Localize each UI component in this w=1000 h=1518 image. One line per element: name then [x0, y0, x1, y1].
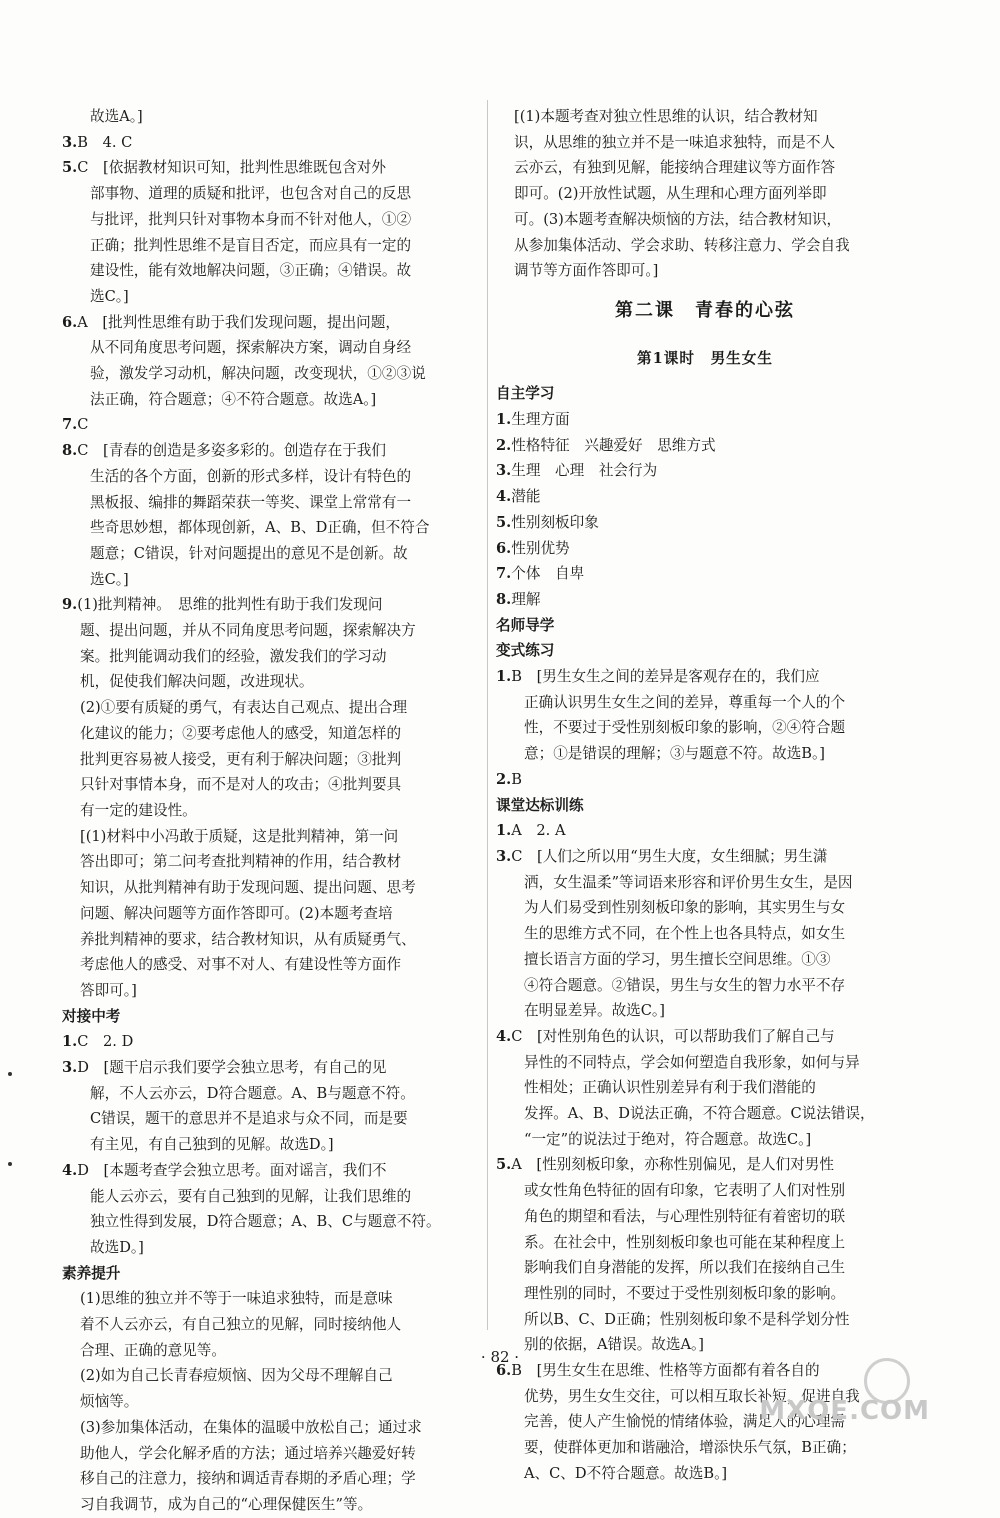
item-number: 8. — [62, 442, 78, 460]
line-text: C [依据教材知识可知，批判性思维既包含对外 — [77, 159, 386, 177]
line-text: 生理方面 — [511, 411, 570, 429]
item-number: 6. — [496, 539, 512, 557]
text-line — [496, 258, 914, 284]
line-text: (2)如为自己长青春痘烦恼、因为父母不理解自己 — [80, 1367, 393, 1385]
line-text: 性格特征 兴趣爱好 思维方式 — [511, 436, 716, 454]
line-text: 有一定的建设性。 — [80, 801, 197, 819]
text-line — [496, 233, 914, 259]
line-text: B 4. C — [77, 133, 133, 151]
line-text: 习自我调节，成为自己的“心理保健医生”等。 — [80, 1495, 373, 1513]
item-number: 3. — [496, 847, 512, 865]
line-text: (1)批判精神。 思维的批判性有助于我们发现问 — [77, 596, 383, 614]
line-text: 独立性得到发展，D符合题意；A、B、C与题意不符。 — [90, 1213, 441, 1231]
line-text: 在明显差异。故选C。] — [524, 1002, 665, 1020]
line-text: 能人云亦云，要有自己独到的见解，让我们思维的 — [90, 1187, 412, 1205]
line-text: 课堂达标训练 — [496, 796, 584, 814]
line-text: 只针对事情本身，而不是对人的攻击；④批判要具 — [80, 776, 402, 794]
text-line — [62, 1132, 478, 1158]
line-text: 答即可。] — [80, 981, 137, 999]
line-text: 合理、正确的意见等。 — [80, 1341, 226, 1359]
line-text: 擅长语言方面的学习，男生擅长空间思维。①③ — [524, 950, 831, 968]
text-line — [496, 1461, 914, 1487]
line-text: 正确认识男生女生之间的差异，尊重每一个人的个 — [524, 693, 846, 711]
line-text: 生活的各个方面，创新的形式多样，设计有特色的 — [90, 467, 412, 485]
line-text: 考虑他人的感受、对事不对人、有建设性等方面作 — [80, 956, 402, 974]
text-line — [62, 438, 478, 464]
text-line — [496, 181, 914, 207]
text-line — [496, 104, 914, 130]
line-text: D [本题考查学会独立思考。面对谣言，我们不 — [77, 1161, 387, 1179]
text-line — [62, 412, 478, 438]
line-text: 有主见，有自己独到的见解。故选D。] — [90, 1136, 334, 1154]
text-line — [62, 1363, 478, 1389]
text-line — [62, 1312, 478, 1338]
item-number: 5. — [496, 1156, 512, 1174]
line-text: 洒，女生温柔”等词语来形容和评价男生女生，是因 — [524, 873, 853, 891]
line-text: 建设性，能有效地解决问题，③正确；④错误。故 — [90, 262, 412, 280]
line-text: 性别优势 — [511, 539, 570, 557]
text-line — [496, 870, 914, 896]
line-text: 答出即可；第二问考查批判精神的作用，结合教材 — [80, 853, 402, 871]
line-text: 题意；C错误，针对问题提出的意见不是创新。故 — [90, 544, 408, 562]
line-text: 个体 自卑 — [511, 565, 585, 583]
text-line — [496, 947, 914, 973]
text-line — [496, 998, 914, 1024]
text-line — [496, 1075, 914, 1101]
line-text: 发挥。A、B、D说法正确，不符合题意。C说法错误， — [524, 1105, 875, 1123]
line-text: 法正确，符合题意；④不符合题意。故选A。] — [90, 390, 377, 408]
item-number: 7. — [496, 565, 512, 583]
line-text: 从不同角度思考问题，探索解决方案，调动自身经 — [90, 339, 412, 357]
line-text: 性，不要过于受性别刻板印象的影响，②④符合题 — [524, 719, 846, 737]
line-text: 移自己的注意力，接纳和调适青春期的矛盾心理；学 — [80, 1470, 416, 1488]
line-text: 素养提升 — [62, 1264, 121, 1282]
line-text: 要，使群体更加和谐融洽，增添快乐气氛，B正确； — [524, 1439, 856, 1457]
item-number: 4. — [496, 1027, 512, 1045]
line-text: 养批判精神的要求，结合教材知识，从有质疑勇气、 — [80, 930, 416, 948]
text-line — [496, 484, 914, 510]
text-line — [62, 1184, 478, 1210]
text-line — [496, 715, 914, 741]
right-top-block — [496, 104, 914, 284]
text-line — [496, 844, 914, 870]
line-text: B [男生女生在思维、性格等方面都有着各自的 — [511, 1362, 820, 1380]
line-text: 知识，从批判精神有助于发现问题、提出问题、思考 — [80, 879, 416, 897]
text-line — [496, 407, 914, 433]
line-text: 对接中考 — [62, 1007, 121, 1025]
line-text: C [对性别角色的认识，可以帮助我们了解自己与 — [511, 1027, 835, 1045]
text-line — [62, 361, 478, 387]
text-line — [496, 1307, 914, 1333]
text-line — [62, 181, 478, 207]
line-text: [(1)本题考查对独立性思维的认识，结合教材知 — [514, 108, 818, 125]
line-text: 故选D。] — [90, 1238, 144, 1256]
text-line — [62, 798, 478, 824]
text-line — [496, 1204, 914, 1230]
line-text: 所以B、C、D正确；性别刻板印象不是科学划分性 — [524, 1310, 850, 1328]
text-line — [62, 104, 478, 130]
item-number: 1. — [62, 1033, 78, 1051]
text-line — [62, 1492, 478, 1518]
text-line — [62, 233, 478, 259]
line-text: 理性别的同时，不要过于受性别刻板印象的影响。 — [524, 1284, 846, 1302]
text-line — [62, 592, 478, 618]
text-line — [62, 1081, 478, 1107]
section-heading — [496, 381, 914, 407]
text-line — [496, 741, 914, 767]
text-line — [496, 587, 914, 613]
text-line — [62, 1055, 478, 1081]
text-line — [62, 644, 478, 670]
line-text: 故选A。] — [90, 108, 143, 125]
watermark: MXQE.COM — [759, 1396, 930, 1426]
text-line — [496, 207, 914, 233]
text-line — [62, 824, 478, 850]
line-text: 潜能 — [511, 488, 541, 506]
line-text: C [人们之所以用“男生大度，女生细腻；男生潇 — [511, 847, 828, 865]
line-text: 黑板报、编排的舞蹈荣获一等奖、课堂上常常有一 — [90, 493, 412, 511]
line-text: 识，从思维的独立并不是一味追求独特，而是不人 — [514, 133, 836, 151]
text-line — [62, 541, 478, 567]
text-line — [496, 1178, 914, 1204]
item-number: 2. — [496, 436, 512, 454]
line-text: [(1)材料中小冯敢于质疑，这是批判精神，第一问 — [80, 827, 399, 845]
text-line — [62, 1466, 478, 1492]
text-line — [62, 618, 478, 644]
right-main-block — [496, 381, 914, 1486]
line-text: 案。批判能调动我们的经验，激发我们的学习动 — [80, 647, 387, 665]
item-number: 6. — [496, 1362, 512, 1380]
line-text: 生理 心理 社会行为 — [511, 462, 658, 480]
line-text: ④符合题意。②错误，男生与女生的智力水平不存 — [524, 976, 846, 994]
line-text: (3)参加集体活动，在集体的温暖中放松自己；通过求 — [80, 1418, 422, 1436]
text-line — [62, 1209, 478, 1235]
line-text: 选C。] — [90, 570, 129, 588]
text-line — [62, 515, 478, 541]
text-line — [62, 1029, 478, 1055]
text-line — [496, 1152, 914, 1178]
text-line — [496, 664, 914, 690]
line-text: 名师导学 — [496, 616, 555, 634]
line-text: 意；①是错误的理解；③与题意不符。故选B。] — [524, 745, 825, 763]
text-line — [62, 490, 478, 516]
line-text: A [性别刻板印象，亦称性别偏见，是人们对男性 — [511, 1156, 834, 1174]
text-line — [496, 1255, 914, 1281]
line-text: (2)①要有质疑的勇气，有表达自己观点、提出合理 — [80, 699, 408, 717]
text-line — [496, 433, 914, 459]
line-text: 从参加集体活动、学会求助、转移注意力、学会自我 — [514, 236, 850, 254]
text-line — [62, 747, 478, 773]
line-text: 性别刻板印象 — [511, 513, 599, 531]
item-number: 6. — [62, 313, 78, 331]
section-heading — [496, 613, 914, 639]
line-text: 选C。] — [90, 287, 129, 305]
line-text: A 2. A — [511, 822, 566, 840]
text-line — [62, 952, 478, 978]
line-text: 问题、解决问题等方面作答即可。(2)本题考查培 — [80, 904, 393, 922]
text-line — [62, 875, 478, 901]
line-text: (1)思维的独立并不等于一味追求独特，而是意味 — [80, 1290, 393, 1308]
text-line — [62, 927, 478, 953]
line-text: 批判更容易被人接受，更有利于解决问题；③批判 — [80, 750, 402, 768]
line-text: B — [511, 770, 522, 788]
text-line — [62, 1415, 478, 1441]
line-text: A、C、D不符合题意。故选B。] — [524, 1464, 728, 1482]
margin-dot — [8, 1072, 12, 1076]
line-text: B [男生女生之间的差异是客观存在的，我们应 — [511, 668, 820, 686]
text-line — [496, 510, 914, 536]
line-text: 题、提出问题，并从不同角度思考问题，探索解决方 — [80, 622, 416, 640]
line-text: 即可。(2)开放性试题，从生理和心理方面列举即 — [514, 185, 827, 203]
line-text: 可。(3)本题考查解决烦恼的方法，结合教材知识， — [514, 210, 842, 228]
text-line — [62, 695, 478, 721]
item-number: 9. — [62, 596, 78, 614]
line-text: 云亦云，有独到见解，能接纳合理建议等方面作答 — [514, 159, 836, 177]
text-line — [496, 1024, 914, 1050]
text-line — [496, 690, 914, 716]
line-text: 验，激发学习动机，解决问题，改变现状，①②③说 — [90, 365, 426, 383]
line-text: 些奇思妙想，都体现创新，A、B、D正确，但不符合 — [90, 519, 430, 537]
text-line — [496, 458, 914, 484]
text-line — [62, 335, 478, 361]
margin-dot — [8, 1162, 12, 1166]
section-heading — [496, 638, 914, 664]
line-text: C [青春的创造是多姿多彩的。创造存在于我们 — [77, 442, 386, 460]
line-text: 解，不人云亦云，D符合题意。A、B与题意不符。 — [90, 1084, 415, 1102]
text-line — [496, 536, 914, 562]
line-text: 影响我们自身潜能的发挥，所以我们在接纳自己生 — [524, 1259, 846, 1277]
text-line — [62, 1235, 478, 1261]
lesson-title: 第二课 青春的心弦 — [615, 299, 795, 321]
line-text: 着不人云亦云，有自己独立的见解，同时接纳他人 — [80, 1316, 402, 1334]
text-line — [496, 921, 914, 947]
section-heading — [62, 1261, 478, 1287]
text-line — [62, 772, 478, 798]
line-text: 变式练习 — [496, 642, 555, 660]
text-line — [62, 1286, 478, 1312]
text-line — [496, 1127, 914, 1153]
line-text: 助他人，学会化解矛盾的方法；通过培养兴趣爱好转 — [80, 1444, 416, 1462]
line-text: 调节等方面作答即可。] — [514, 262, 659, 280]
item-number: 8. — [496, 590, 512, 608]
line-text: 别的依据，A错误。故选A。] — [524, 1336, 705, 1354]
text-line — [62, 567, 478, 593]
text-line — [496, 895, 914, 921]
text-line — [62, 901, 478, 927]
text-line — [496, 130, 914, 156]
text-line — [62, 258, 478, 284]
line-text: 化建议的能力；②要考虑他人的感受，知道怎样的 — [80, 724, 402, 742]
item-number: 5. — [496, 513, 512, 531]
line-text: 为人们易受到性别刻板印象的影响，其实男生与女 — [524, 899, 846, 917]
line-text: 或女性角色特征的固有印象，它表明了人们对性别 — [524, 1182, 846, 1200]
item-number: 5. — [62, 159, 78, 177]
text-line — [62, 1389, 478, 1415]
item-number: 4. — [62, 1161, 78, 1179]
section-heading — [496, 793, 914, 819]
text-line — [62, 1158, 478, 1184]
text-line — [62, 669, 478, 695]
item-number: 4. — [496, 488, 512, 506]
text-line — [62, 207, 478, 233]
text-line — [62, 387, 478, 413]
line-text: 自主学习 — [496, 385, 555, 403]
text-line — [62, 1441, 478, 1467]
text-line — [496, 973, 914, 999]
line-text: D [题干启示我们要学会独立思考，有自己的见 — [77, 1059, 387, 1077]
item-number: 7. — [62, 416, 78, 434]
item-number: 3. — [62, 1059, 78, 1077]
line-text: 正确；批判性思维不是盲目否定，而应具有一定的 — [90, 236, 412, 254]
line-text: 机，促使我们解决问题，改进现状。 — [80, 673, 314, 691]
text-line — [62, 155, 478, 181]
text-line — [62, 310, 478, 336]
line-text: C — [77, 416, 89, 434]
line-text: 系。在社会中，性别刻板印象也可能在某种程度上 — [524, 1233, 846, 1251]
line-text: 理解 — [511, 590, 541, 608]
text-line — [496, 1101, 914, 1127]
line-text: C 2. D — [77, 1033, 134, 1051]
line-text: 与批评，批判只针对事物本身而不针对他人，①② — [90, 210, 412, 228]
line-text: 角色的期望和看法，与心理性别特征有着密切的联 — [524, 1207, 846, 1225]
text-line — [62, 978, 478, 1004]
text-line — [496, 1230, 914, 1256]
text-line — [62, 130, 478, 156]
line-text: 完善，使人产生愉悦的情绪体验，满足人的心理需 — [524, 1413, 846, 1431]
item-number: 1. — [496, 411, 512, 429]
line-text: A [批判性思维有助于我们发现问题，提出问题， — [77, 313, 400, 331]
item-number: 3. — [496, 462, 512, 480]
text-line — [496, 561, 914, 587]
line-text: 优势，男生女生交往，可以相互取长补短，促进自我 — [524, 1387, 860, 1405]
item-number: 1. — [496, 668, 512, 686]
text-line — [496, 818, 914, 844]
line-text: 部事物、道理的质疑和批评，也包含对自己的反思 — [90, 185, 412, 203]
text-line — [496, 1435, 914, 1461]
text-line — [62, 721, 478, 747]
text-line — [496, 1281, 914, 1307]
text-line — [62, 1106, 478, 1132]
text-line — [62, 849, 478, 875]
page-number: · 82 · — [480, 1348, 520, 1366]
line-text: 异性的不同特点，学会如何塑造自我形象，如何与异 — [524, 1053, 860, 1071]
text-line — [62, 464, 478, 490]
text-line — [496, 767, 914, 793]
item-number: 3. — [62, 133, 78, 151]
line-text: 性相处；正确认识性别差异有利于我们潜能的 — [524, 1079, 816, 1097]
text-line — [496, 1050, 914, 1076]
section-heading — [62, 1004, 478, 1030]
right-column — [496, 104, 914, 1487]
text-line — [62, 284, 478, 310]
sublesson-title: 第1课时 男生女生 — [637, 349, 773, 367]
item-number: 2. — [496, 770, 512, 788]
line-text: “一定”的说法过于绝对，符合题意。故选C。] — [524, 1130, 812, 1148]
text-line — [496, 155, 914, 181]
line-text: 烦恼等。 — [80, 1393, 139, 1411]
left-column — [62, 104, 478, 1518]
line-text: C错误，题干的意思并不是追求与众不同，而是要 — [90, 1110, 408, 1128]
line-text: 生的思维方式不同，在个性上也各具特点，如女生 — [524, 925, 846, 943]
column-divider — [487, 100, 488, 1330]
item-number: 1. — [496, 822, 512, 840]
